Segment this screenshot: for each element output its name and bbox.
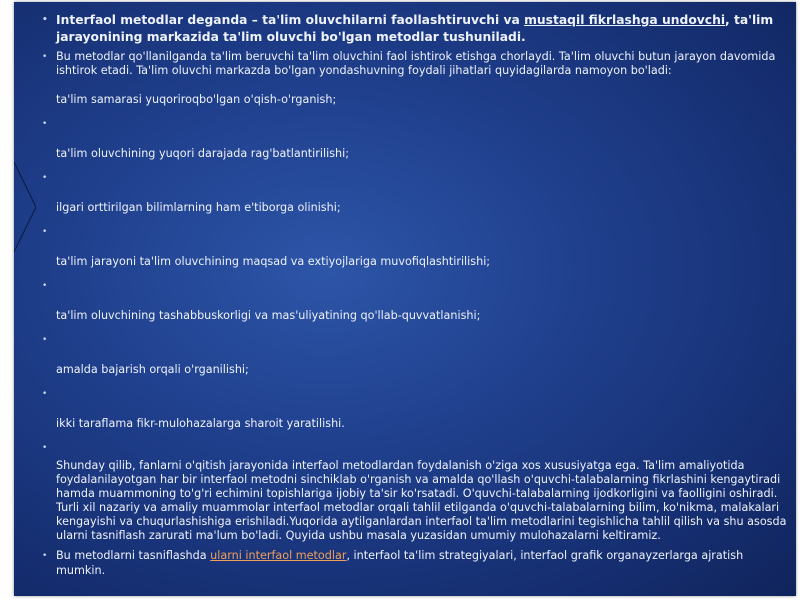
bullet-icon: • — [42, 389, 48, 400]
bullet-icon: • — [42, 335, 48, 346]
empty-bullet-row — [28, 441, 792, 459]
bullet-icon: • — [42, 281, 48, 292]
slide-heading — [28, 12, 792, 45]
slide-content — [28, 12, 792, 578]
final-link[interactable]: ularni interfaol metodlar — [210, 549, 347, 563]
empty-bullet-row — [28, 225, 792, 255]
heading-text-part2: , ta'lim jarayonining markazida ta'lim oluvchi bo'lgan metodlar tushuniladi. — [56, 13, 774, 44]
final-text-part2: , interfaol ta'lim strategiyalari, interfaol grafik organayzerlarga ajratish mumkin. — [56, 549, 744, 577]
benefit-item: ta'lim jarayoni ta'lim oluvchining maqsad va extiyojlariga muvofiqlashtirilishi; — [56, 255, 491, 269]
summary-paragraph: Shunday qilib, fanlarni o'qitish jarayonida interfaol metodlardan foydalanish o'ziga xos xususiyatga ega. Ta'lim amaliyotida foydalanilayotgan har bir interfaol metodni sinchiklab o'rganish va amalda qo'llash o'quvchi-talabalarning fikrlashini kengaytiradi hamda muammoning to'g'ri echimini topishlariga ijobiy ta'sir ko'rsatadi. O'quvchi-talabalarning ijodkorligini va faolligini oshiradi. Turli xil nazariy va amaliy muammolar interfaol metodlar orqali tahlil etilganda o'quvchi-talabalarning bilim, ko'nikma, malakalari kengayishi va chuqurlashishiga erishiladi.Yuqorida aytilganlardan interfaol ta'lim metodlarini tegishlicha tahlil qilish va shu asosda ularni tasniflash zarurati ma'lum bo'ladi. Quyida ushbu masala yuzasidan umumiy mulohazalarni keltiramiz. — [56, 459, 787, 543]
bullet-icon: • — [42, 15, 48, 25]
bullet-icon: • — [42, 443, 48, 454]
empty-bullet-row — [28, 333, 792, 363]
intro-text: Bu metodlar qo'llanilganda ta'lim beruvchi ta'lim oluvchini faol ishtirok etishga chorlaydi. Ta'lim oluvchi butun jarayon davomida ishtirok etadi. Ta'lim oluvchi markazda bo'lgan yondashuvning foydali jihatlari quyidagilarda namoyon bo'ladi: — [56, 50, 776, 78]
heading-link[interactable]: mustaqil fikrlashga undovchi — [524, 13, 726, 27]
benefit-item: ta'lim samarasi yuqoriroqbo'lgan o'qish-o'rganish; — [56, 93, 337, 107]
intro-paragraph — [28, 50, 792, 78]
empty-bullet-row — [28, 171, 792, 201]
benefit-item: ta'lim oluvchining tashabbuskorligi va mas'uliyatining qo'llab-quvvatlanishi; — [56, 309, 481, 323]
heading-text-part1: Interfaol metodlar deganda – ta'lim oluvchilarni faollashtiruvchi va — [56, 13, 525, 27]
bullet-icon: • — [42, 52, 48, 62]
final-text-part1: Bu metodlarni tasniflashda — [56, 549, 211, 563]
bullet-icon: • — [42, 227, 48, 238]
empty-bullet-row — [28, 387, 792, 417]
bullet-icon: • — [42, 551, 48, 562]
slide — [14, 2, 796, 596]
benefit-item: ta'lim oluvchining yuqori darajada rag'batlantirilishi; — [56, 147, 350, 161]
bullet-icon: • — [42, 119, 48, 130]
empty-bullet-row — [28, 117, 792, 147]
bullet-icon: • — [42, 173, 48, 184]
benefit-item: amalda bajarish orqali o'rganilishi; — [56, 363, 249, 377]
benefit-item: ikki taraflama fikr-mulohazalarga sharoit yaratilishi. — [56, 417, 345, 431]
empty-bullet-row — [28, 279, 792, 309]
final-paragraph — [28, 549, 792, 577]
benefit-item: ilgari orttirilgan bilimlarning ham e'tiborga olinishi; — [56, 201, 341, 215]
